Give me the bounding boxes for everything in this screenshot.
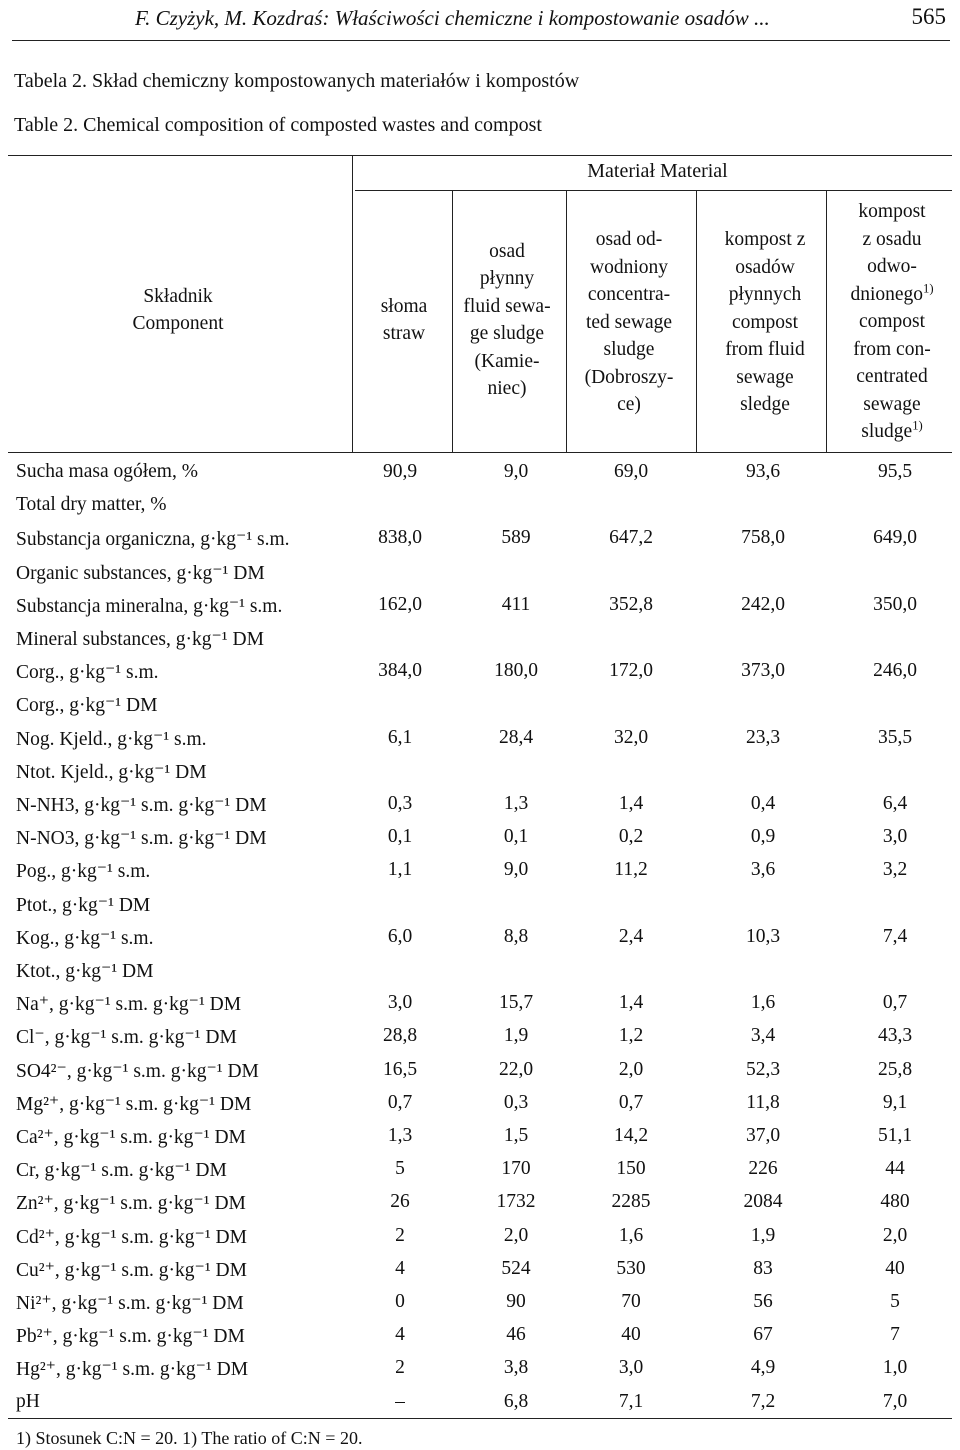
value-cell: 28,8 — [382, 1025, 418, 1047]
table-row — [0, 1287, 960, 1320]
value-cell: 52,3 — [745, 1058, 781, 1080]
value-cell: 1,3 — [387, 1125, 413, 1146]
row-label: Kog., g·kg⁻¹ s.m. — [16, 927, 154, 949]
value-cell: 23,3 — [745, 726, 781, 748]
table-header-rule — [8, 452, 952, 453]
value-cell: 0,1 — [503, 826, 529, 848]
table-row — [0, 1055, 960, 1088]
value-cell: 40 — [621, 1324, 641, 1346]
table-row — [0, 557, 960, 590]
row-label: Ca²⁺, g·kg⁻¹ s.m. g·kg⁻¹ DM — [16, 1127, 246, 1148]
value-cell: 90,9 — [382, 461, 418, 482]
value-cell: 7,4 — [882, 925, 908, 947]
table-row — [0, 1088, 960, 1121]
table-row — [0, 1121, 960, 1154]
table-row — [0, 756, 960, 789]
value-cell: 3,0 — [882, 826, 908, 848]
value-cell: 838,0 — [378, 527, 422, 549]
row-label: N-NH3, g·kg⁻¹ s.m. g·kg⁻¹ DM — [16, 795, 267, 816]
row-label: Hg²⁺, g·kg⁻¹ s.m. g·kg⁻¹ DM — [16, 1359, 249, 1381]
value-cell: 170 — [501, 1158, 531, 1180]
value-cell: 2,4 — [618, 925, 644, 947]
value-cell: 589 — [501, 527, 531, 549]
table-row — [0, 955, 960, 988]
row-label: Cd²⁺, g·kg⁻¹ s.m. g·kg⁻¹ DM — [16, 1226, 247, 1248]
value-cell: 46 — [506, 1324, 526, 1346]
value-cell: 758,0 — [741, 527, 785, 549]
value-cell: 2285 — [611, 1191, 651, 1213]
table-row — [0, 1387, 960, 1420]
value-cell: 384,0 — [378, 660, 422, 682]
table-row — [0, 988, 960, 1021]
row-label: Zn²⁺, g·kg⁻¹ s.m. g·kg⁻¹ DM — [16, 1193, 246, 1215]
row-label: Total dry matter, % — [16, 494, 167, 516]
table-caption-pl: Tabela 2. Skład chemiczny kompostowanych materiałów i kompostów — [14, 70, 580, 92]
column-header-compost-concentrated: kompost z osadu odwo- dnionego$^{1)}$ compost from con- centrated sewage sludge$^{1)}$ — [850, 201, 934, 443]
value-cell: 69,0 — [613, 461, 649, 482]
value-cell: 2084 — [743, 1191, 783, 1213]
value-cell: 0,7 — [387, 1091, 413, 1113]
value-cell: – — [395, 1390, 405, 1412]
value-cell: 0,3 — [387, 793, 413, 814]
value-cell: 2 — [395, 1224, 405, 1246]
value-cell: 5 — [890, 1291, 900, 1312]
value-cell: 647,2 — [609, 527, 653, 549]
row-label: pH — [16, 1390, 40, 1412]
value-cell: 44 — [885, 1158, 905, 1180]
row-label: Corg., g·kg⁻¹ s.m. — [16, 662, 159, 684]
column-header-straw: słoma straw — [380, 295, 428, 344]
table-caption-en: Table 2. Chemical composition of composted wastes and compost — [14, 114, 542, 136]
row-label: Corg., g·kg⁻¹ DM — [16, 695, 158, 717]
value-cell: 7 — [890, 1324, 900, 1346]
row-label: Ntot. Kjeld., g·kg⁻¹ DM — [16, 761, 207, 783]
value-cell: 3,8 — [503, 1357, 529, 1379]
table-row — [0, 789, 960, 822]
value-cell: 0,7 — [882, 992, 908, 1014]
table-row — [0, 855, 960, 888]
value-cell: 649,0 — [873, 527, 917, 549]
value-cell: 26 — [390, 1191, 410, 1213]
header-column-rule — [826, 190, 827, 452]
value-cell: 2,0 — [503, 1224, 529, 1246]
value-cell: 67 — [753, 1324, 773, 1346]
table-row — [0, 723, 960, 756]
value-cell: 3,2 — [882, 859, 908, 881]
table-row — [0, 457, 960, 490]
row-label: Mg²⁺, g·kg⁻¹ s.m. g·kg⁻¹ DM — [16, 1093, 252, 1115]
column-header-compost-fluid: kompost z osadów płynnych compost from fluid sewage sledge — [724, 229, 806, 416]
table-row — [0, 889, 960, 922]
value-cell: 4 — [395, 1257, 405, 1279]
value-cell: 22,0 — [498, 1058, 534, 1080]
value-cell: 37,0 — [745, 1125, 781, 1146]
row-label: Substancja organiczna, g·kg⁻¹ s.m. — [16, 529, 290, 551]
value-cell: 7,0 — [882, 1390, 908, 1412]
value-cell: 9,0 — [503, 461, 529, 482]
row-label: Ni²⁺, g·kg⁻¹ s.m. g·kg⁻¹ DM — [16, 1293, 244, 1314]
row-label: SO4²⁻, g·kg⁻¹ s.m. g·kg⁻¹ DM — [16, 1060, 259, 1082]
value-cell: 9,0 — [503, 859, 529, 881]
table-row — [0, 1021, 960, 1054]
value-cell: 8,8 — [503, 925, 529, 947]
header-column-rule — [352, 155, 353, 452]
row-label: Cr, g·kg⁻¹ s.m. g·kg⁻¹ DM — [16, 1160, 227, 1182]
value-cell: 56 — [753, 1291, 773, 1312]
running-head — [0, 4, 960, 36]
row-label: Ptot., g·kg⁻¹ DM — [16, 894, 151, 916]
value-cell: 352,8 — [609, 593, 653, 615]
value-cell: 1732 — [496, 1191, 536, 1213]
row-label: Nog. Kjeld., g·kg⁻¹ s.m. — [16, 728, 207, 750]
value-cell: 524 — [501, 1257, 531, 1279]
table-row — [0, 1221, 960, 1254]
footnote-marker: 1) — [923, 281, 934, 296]
value-cell: 11,8 — [746, 1091, 780, 1113]
table-row — [0, 1353, 960, 1386]
component-header — [8, 270, 348, 350]
value-cell: 1,3 — [503, 793, 529, 814]
header-column-rule — [696, 190, 697, 452]
value-cell: 15,7 — [498, 992, 534, 1014]
value-cell: 2,0 — [618, 1058, 644, 1080]
table-row — [0, 1154, 960, 1187]
value-cell: 530 — [616, 1257, 646, 1279]
value-cell: 95,5 — [877, 461, 913, 482]
table-row — [0, 1187, 960, 1220]
value-cell: 6,8 — [503, 1390, 529, 1412]
value-cell: 1,6 — [750, 992, 776, 1014]
value-cell: 2 — [395, 1357, 405, 1379]
value-cell: 1,1 — [387, 859, 413, 881]
value-cell: 180,0 — [494, 660, 538, 682]
header-column-rule — [566, 190, 567, 452]
value-cell: 162,0 — [378, 593, 422, 615]
table-row — [0, 689, 960, 722]
value-cell: 14,2 — [613, 1125, 649, 1146]
table-row — [0, 623, 960, 656]
value-cell: 2,0 — [882, 1224, 908, 1246]
material-rule — [355, 190, 952, 191]
footnote-marker: 1) — [912, 418, 923, 433]
table-row — [0, 1320, 960, 1353]
value-cell: 6,0 — [387, 925, 413, 947]
value-cell: 4,9 — [750, 1357, 776, 1379]
table-footnote: 1) Stosunek C:N = 20. 1) The ratio of C:N = 20. — [16, 1428, 363, 1448]
value-cell: 9,1 — [882, 1091, 908, 1113]
column-header-concentrated-sludge: osad od- wodniony concentra- ted sewage sludge (Dobroszy- ce) — [584, 229, 674, 416]
value-cell: 1,5 — [503, 1125, 529, 1146]
row-label: Cl⁻, g·kg⁻¹ s.m. g·kg⁻¹ DM — [16, 1027, 237, 1049]
value-cell: 1,2 — [618, 1025, 644, 1047]
value-cell: 172,0 — [609, 660, 653, 682]
value-cell: 93,6 — [745, 461, 781, 482]
value-cell: 6,4 — [882, 793, 908, 814]
value-cell: 246,0 — [873, 660, 917, 682]
row-label: Mineral substances, g·kg⁻¹ DM — [16, 629, 264, 650]
value-cell: 0,7 — [618, 1091, 644, 1113]
value-cell: 0,3 — [503, 1091, 529, 1113]
value-cell: 51,1 — [877, 1125, 913, 1146]
value-cell: 1,4 — [618, 793, 644, 814]
value-cell: 411 — [501, 593, 531, 615]
row-label: N-NO3, g·kg⁻¹ s.m. g·kg⁻¹ DM — [16, 828, 267, 850]
value-cell: 35,5 — [877, 726, 913, 748]
table-row — [0, 656, 960, 689]
value-cell: 43,3 — [877, 1025, 913, 1047]
row-label: Organic substances, g·kg⁻¹ DM — [16, 562, 265, 584]
row-label: Pog., g·kg⁻¹ s.m. — [16, 861, 151, 883]
value-cell: 5 — [395, 1158, 405, 1180]
table-row — [0, 490, 960, 523]
value-cell: 3,6 — [750, 859, 776, 881]
value-cell: 32,0 — [613, 726, 649, 748]
value-cell: 10,3 — [745, 925, 781, 947]
value-cell: 242,0 — [741, 593, 785, 615]
table-row — [0, 1254, 960, 1287]
header-column-rule — [452, 190, 453, 452]
value-cell: 1,9 — [503, 1025, 529, 1047]
value-cell: 3,4 — [750, 1025, 776, 1047]
value-cell: 0 — [395, 1291, 405, 1312]
value-cell: 25,8 — [877, 1058, 913, 1080]
table-row — [0, 922, 960, 955]
value-cell: 11,2 — [614, 859, 648, 881]
value-cell: 83 — [753, 1257, 773, 1279]
value-cell: 1,9 — [750, 1224, 776, 1246]
value-cell: 4 — [395, 1324, 405, 1346]
value-cell: 16,5 — [382, 1058, 418, 1080]
value-cell: 1,6 — [618, 1224, 644, 1246]
running-title: F. Czyżyk, M. Kozdraś: Właściwości chemiczne i kompostowanie osadów ... — [135, 6, 770, 30]
value-cell: 226 — [748, 1158, 778, 1180]
value-cell: 150 — [616, 1158, 646, 1180]
value-cell: 3,0 — [387, 992, 413, 1014]
value-cell: 1,0 — [882, 1357, 908, 1379]
value-cell: 350,0 — [873, 593, 917, 615]
row-label: Ktot., g·kg⁻¹ DM — [16, 961, 154, 982]
row-label: Cu²⁺, g·kg⁻¹ s.m. g·kg⁻¹ DM — [16, 1259, 247, 1281]
table-row — [0, 523, 960, 556]
value-cell: 1,4 — [618, 992, 644, 1014]
value-cell: 373,0 — [741, 660, 785, 682]
table-row — [0, 822, 960, 855]
value-cell: 90 — [506, 1291, 526, 1312]
value-cell: 0,1 — [387, 826, 413, 848]
value-cell: 6,1 — [387, 726, 413, 748]
header-rule — [12, 40, 950, 41]
value-cell: 7,2 — [750, 1390, 776, 1412]
value-cell: 28,4 — [498, 726, 534, 748]
value-cell: 3,0 — [618, 1357, 644, 1379]
value-cell: 0,4 — [750, 793, 776, 814]
column-header-fluid-sludge: osad płynny fluid sewa- ge sludge (Kamie- niec) — [463, 240, 551, 399]
material-group-header: Materiał Material — [587, 160, 728, 182]
page-number: 565 — [911, 4, 946, 29]
value-cell: 0,9 — [750, 826, 776, 848]
value-cell: 70 — [621, 1291, 641, 1312]
value-cell: 7,1 — [618, 1390, 644, 1412]
value-cell: 480 — [880, 1191, 910, 1213]
table-row — [0, 590, 960, 623]
value-cell: 0,2 — [618, 826, 644, 848]
component-header-en: Component — [132, 313, 224, 334]
row-label: Pb²⁺, g·kg⁻¹ s.m. g·kg⁻¹ DM — [16, 1326, 245, 1348]
value-cell: 40 — [885, 1257, 905, 1279]
component-header-pl: Składnik — [143, 285, 213, 307]
row-label: Na⁺, g·kg⁻¹ s.m. g·kg⁻¹ DM — [16, 994, 242, 1016]
row-label: Substancja mineralna, g·kg⁻¹ s.m. — [16, 595, 283, 617]
table-bottom-rule — [8, 1418, 952, 1419]
row-label: Sucha masa ogółem, % — [16, 461, 198, 482]
table-top-rule — [8, 155, 952, 156]
